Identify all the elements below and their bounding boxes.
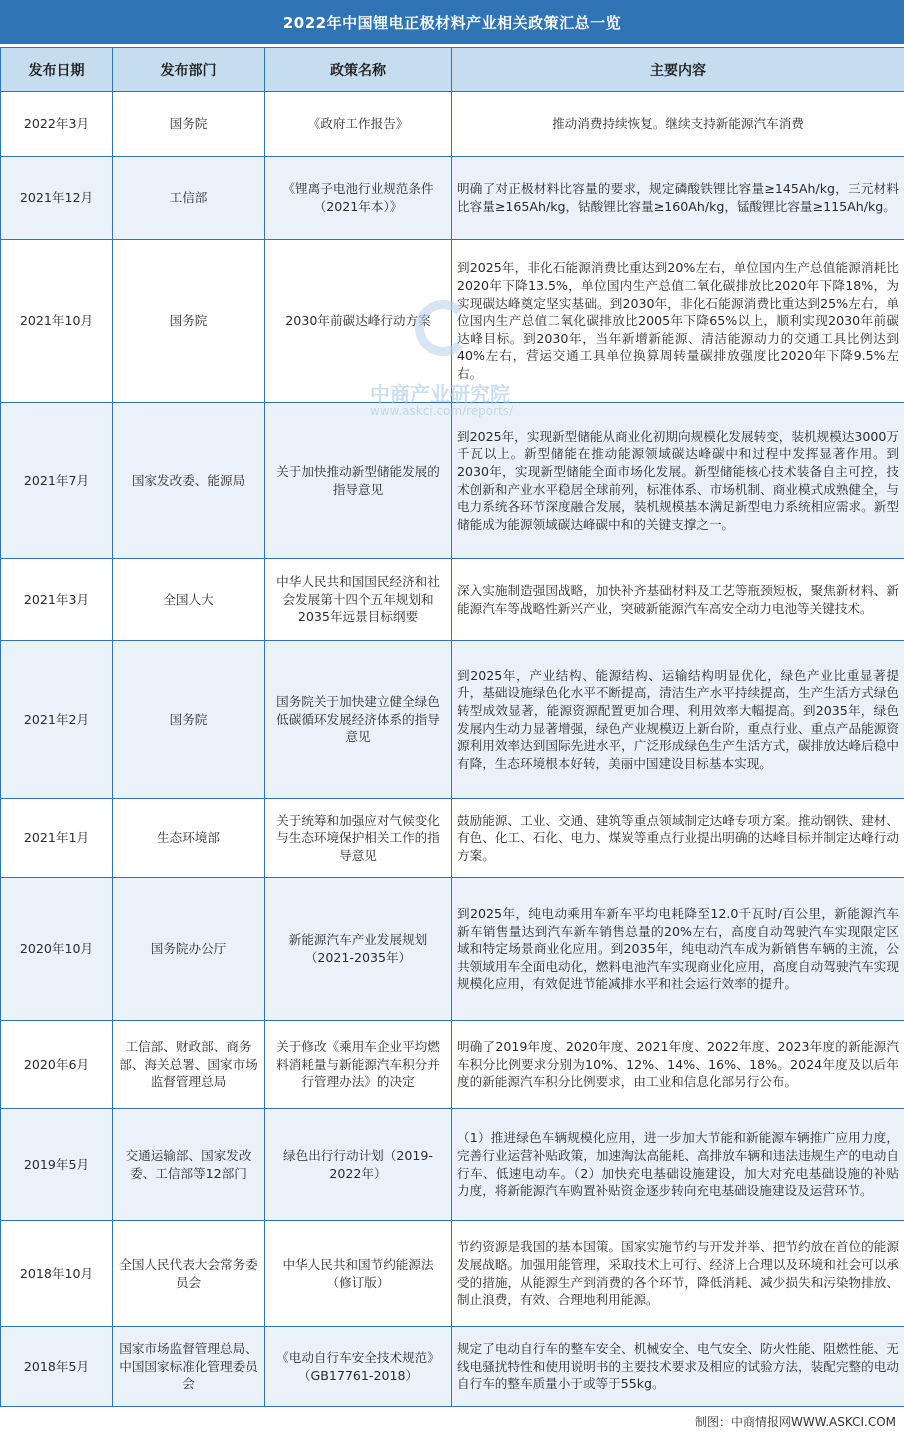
table-row	[1, 157, 904, 240]
policy-table	[0, 47, 904, 1407]
table-header-row	[1, 48, 904, 92]
cell-content: 鼓励能源、工业、交通、建筑等重点领域制定达峰专项方案。推动钢铁、建材、有色、化工、石化、电力、煤炭等重点行业提出明确的达峰目标并制定达峰行动方案。	[452, 799, 904, 878]
cell-policy-name: 关于修改《乘用车企业平均燃料消耗量与新能源汽车积分并行管理办法》的决定	[265, 1021, 452, 1109]
cell-policy-name: 《锂离子电池行业规范条件（2021年本）》	[265, 157, 452, 240]
cell-policy-name: 关于统筹和加强应对气候变化与生态环境保护相关工作的指导意见	[265, 799, 452, 878]
column-header-content: 主要内容	[452, 48, 904, 92]
table-row	[1, 641, 904, 799]
cell-dept: 国务院	[113, 92, 265, 157]
table-row	[1, 799, 904, 878]
cell-dept: 国务院	[113, 641, 265, 799]
cell-dept: 工信部、财政部、商务部、海关总署、国家市场监督管理总局	[113, 1021, 265, 1109]
table-row	[1, 92, 904, 157]
cell-date: 2021年10月	[1, 240, 113, 403]
watermark-name: 中商产业研究院	[370, 382, 510, 406]
cell-dept: 工信部	[113, 157, 265, 240]
cell-dept: 国家发改委、能源局	[113, 403, 265, 559]
cell-date: 2020年6月	[1, 1021, 113, 1109]
cell-dept: 生态环境部	[113, 799, 265, 878]
cell-policy-name: 中华人民共和国国民经济和社会发展第十四个五年规划和2035年远景目标纲要	[265, 559, 452, 641]
cell-date: 2019年5月	[1, 1109, 113, 1221]
watermark-url: www.askci.com/reports/	[370, 404, 514, 418]
cell-content: 到2025年，纯电动乘用车新车平均电耗降至12.0千瓦时/百公里，新能源汽车新车销售量达到汽车新车销售总量的20%左右，高度自动驾驶汽车实现限定区域和特定场景商业化应用。到2035年，纯电动汽车成为新销售车辆的主流，公共领域用车全面电动化，燃料电池汽车实现商业化应用，高度自动驾驶汽车实现规模化应用，有效促进节能减排水平和社会运行效率的提升。	[452, 878, 904, 1021]
cell-date: 2021年2月	[1, 641, 113, 799]
cell-policy-name: 国务院关于加快建立健全绿色低碳循环发展经济体系的指导意见	[265, 641, 452, 799]
table-row	[1, 240, 904, 403]
cell-policy-name: 关于加快推动新型储能发展的指导意见	[265, 403, 452, 559]
cell-content: 推动消费持续恢复。继续支持新能源汽车消费	[452, 92, 904, 157]
table-row	[1, 1109, 904, 1221]
cell-date: 2021年7月	[1, 403, 113, 559]
cell-content: 明确了对正极材料比容量的要求，规定磷酸铁锂比容量≥145Ah/kg，三元材料比容量≥165Ah/kg，钴酸锂比容量≥160Ah/kg，锰酸锂比容量≥115Ah/kg。	[452, 157, 904, 240]
column-header-name: 政策名称	[265, 48, 452, 92]
cell-content: （1）推进绿色车辆规模化应用，进一步加大节能和新能源车辆推广应用力度，完善行业运营补贴政策，加速淘汰高能耗、高排放车辆和违法违规生产的电动自行车、低速电动车。（2）加快充电基础设施建设，加大对充电基础设施的补贴力度，将新能源汽车购置补贴资金逐步转向充电基础设施建设及运营环节。	[452, 1109, 904, 1221]
cell-date: 2021年12月	[1, 157, 113, 240]
cell-policy-name: 《政府工作报告》	[265, 92, 452, 157]
table-row	[1, 559, 904, 641]
table-row	[1, 1021, 904, 1109]
cell-date: 2021年3月	[1, 559, 113, 641]
cell-content: 节约资源是我国的基本国策。国家实施节约与开发并举、把节约放在首位的能源发展战略。加强用能管理，采取技术上可行、经济上合理以及环境和社会可以承受的措施，从能源生产到消费的各个环节，降低消耗、减少损失和污染物排放、制止浪费，有效、合理地利用能源。	[452, 1221, 904, 1327]
cell-dept: 国家市场监督管理总局、中国国家标准化管理委员会	[113, 1327, 265, 1407]
cell-dept: 国务院办公厅	[113, 878, 265, 1021]
cell-content: 到2025年，产业结构、能源结构、运输结构明显优化，绿色产业比重显著提升，基础设施绿色化水平不断提高，清洁生产水平持续提高，生产生活方式绿色转型成效显著，能源资源配置更加合理、利用效率大幅提高。到2035年，绿色发展内生动力显著增强，绿色产业规模迈上新台阶，重点行业、重点产品能源资源利用效率达到国际先进水平，广泛形成绿色生产生活方式，碳排放达峰后稳中有降，生态环境根本好转，美丽中国建设目标基本实现。	[452, 641, 904, 799]
column-header-date: 发布日期	[1, 48, 113, 92]
cell-content: 规定了电动自行车的整车安全、机械安全、电气安全、防火性能、阻燃性能、无线电骚扰特性和使用说明书的主要技术要求及相应的试验方法，装配完整的电动自行车的整车质量小于或等于55kg。	[452, 1327, 904, 1407]
table-row	[1, 1221, 904, 1327]
cell-date: 2022年3月	[1, 92, 113, 157]
cell-policy-name: 新能源汽车产业发展规划（2021-2035年）	[265, 878, 452, 1021]
table-row	[1, 878, 904, 1021]
cell-dept: 全国人民代表大会常务委员会	[113, 1221, 265, 1327]
table-row	[1, 403, 904, 559]
footer-credit: 制图：中商情报网WWW.ASKCI.COM	[695, 1415, 896, 1429]
cell-date: 2020年10月	[1, 878, 113, 1021]
cell-dept: 国务院	[113, 240, 265, 403]
cell-date: 2018年5月	[1, 1327, 113, 1407]
column-header-dept: 发布部门	[113, 48, 265, 92]
cell-dept: 全国人大	[113, 559, 265, 641]
cell-content: 明确了2019年度、2020年度、2021年度、2022年度、2023年度的新能源汽车积分比例要求分别为10%、12%、14%、16%、18%。2024年度及以后年度的新能源汽车积分比例要求，由工业和信息化部另行公布。	[452, 1021, 904, 1109]
cell-date: 2021年1月	[1, 799, 113, 878]
cell-content: 到2025年，非化石能源消费比重达到20%左右，单位国内生产总值能源消耗比2020年下降13.5%，单位国内生产总值二氧化碳排放比2020年下降18%，为实现碳达峰奠定坚实基础。到2030年，非化石能源消费比重达到25%左右，单位国内生产总值二氧化碳排放比2005年下降65%以上，顺利实现2030年前碳达峰目标。到2030年，当年新增新能源、清洁能源动力的交通工具比例达到40%左右，营运交通工具单位换算周转量碳排放强度比2020年下降9.5%左右。	[452, 240, 904, 403]
cell-content: 到2025年，实现新型储能从商业化初期向规模化发展转变，装机规模达3000万千瓦以上。新型储能在推动能源领域碳达峰碳中和过程中发挥显著作用。到2030年，实现新型储能全面市场化发展。新型储能核心技术装备自主可控，技术创新和产业水平稳居全球前列，标准体系、市场机制、商业模式成熟健全，与电力系统各环节深度融合发展，装机规模基本满足新型电力系统相应需求。新型储能成为能源领域碳达峰碳中和的关键支撑之一。	[452, 403, 904, 559]
cell-dept: 交通运输部、国家发改委、工信部等12部门	[113, 1109, 265, 1221]
cell-content: 深入实施制造强国战略，加快补齐基础材料及工艺等瓶颈短板，聚焦新材料、新能源汽车等战略性新兴产业，突破新能源汽车高安全动力电池等关键技术。	[452, 559, 904, 641]
cell-date: 2018年10月	[1, 1221, 113, 1327]
cell-policy-name: 《电动自行车安全技术规范》（GB17761-2018）	[265, 1327, 452, 1407]
cell-policy-name: 中华人民共和国节约能源法（修订版）	[265, 1221, 452, 1327]
cell-policy-name: 绿色出行行动计划（2019-2022年）	[265, 1109, 452, 1221]
table-row	[1, 1327, 904, 1407]
cell-policy-name: 2030年前碳达峰行动方案	[265, 240, 452, 403]
table-title: 2022年中国锂电正极材料产业相关政策汇总一览	[0, 0, 904, 44]
